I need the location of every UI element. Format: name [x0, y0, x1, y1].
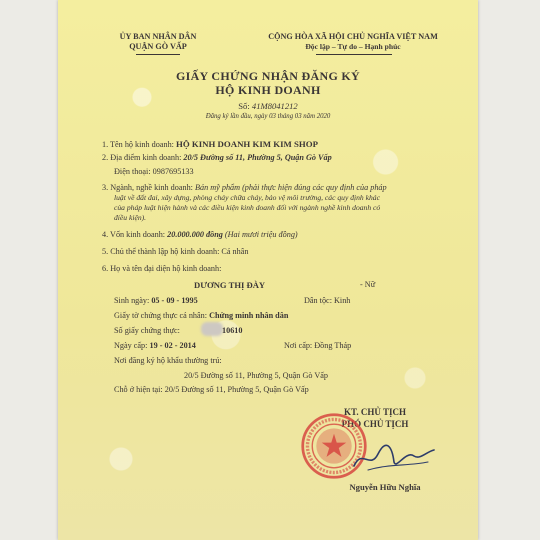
business-line-text-4: điều kiện). — [114, 213, 147, 222]
number-value: 41M8041212 — [251, 101, 298, 111]
business-name-label: 1. Tên hộ kinh doanh: — [102, 140, 174, 149]
header-underline-right — [316, 54, 392, 55]
issue-place-row — [284, 341, 351, 351]
dob-row — [114, 296, 198, 306]
current-residence-label: Chỗ ở hiện tại: — [114, 385, 163, 394]
phone-label: Điện thoại: — [114, 167, 151, 176]
representative-name: DƯƠNG THỊ ĐÀY — [194, 280, 266, 290]
authority-line1: ỦY BAN NHÂN DÂN — [119, 32, 197, 41]
current-residence-value: 20/5 Đường số 11, Phường 5, Quận Gò Vấp — [164, 385, 309, 394]
phone-value: 0987695133 — [152, 167, 194, 176]
business-name-row — [102, 139, 318, 150]
capital-label: 4. Vốn kinh doanh: — [102, 230, 166, 239]
authority-line2: QUẬN GÒ VẤP — [129, 42, 187, 51]
current-residence-row — [114, 385, 309, 395]
issue-place-label: Nơi cấp: — [284, 341, 313, 350]
phone-row — [114, 167, 194, 177]
founder-type-label: 5. Chủ thể thành lập hộ kinh doanh: — [102, 247, 220, 256]
issue-date-value: 19 - 02 - 2014 — [149, 341, 196, 350]
motto-line1: CỘNG HÒA XÃ HỘI CHỦ NGHĨA VIỆT NAM — [268, 32, 438, 41]
business-line-text-1: Bán mỹ phẩm (phải thực hiện đúng các quy định của pháp — [195, 183, 387, 192]
id-doc-label: Giấy tờ chứng thực cá nhân: — [114, 311, 208, 320]
redaction-blur — [201, 322, 223, 336]
founder-type-value: Cá nhân — [221, 247, 249, 256]
capital-row — [102, 230, 298, 240]
header-underline-left — [136, 54, 180, 55]
ethnic-row — [304, 296, 350, 306]
handwritten-signature-icon — [348, 440, 438, 476]
ethnic-value: Kinh — [334, 296, 351, 305]
capital-words: (Hai mươi triệu đồng) — [224, 230, 298, 239]
business-line-row — [102, 183, 387, 193]
title-line2: HỘ KINH DOANH — [215, 83, 321, 97]
issue-date-label: Ngày cấp: — [114, 341, 148, 350]
id-doc-value: Chứng minh nhân dân — [209, 311, 289, 320]
id-number-value: 10610 — [222, 326, 243, 335]
business-name-value: HỘ KINH DOANH KIM KIM SHOP — [175, 139, 318, 149]
address-value: 20/5 Đường số 11, Phường 5, Quận Gò Vấp — [183, 153, 332, 162]
representative-label: 6. Họ và tên đại diện hộ kinh doanh: — [102, 264, 222, 273]
registration-number — [98, 101, 438, 111]
address-label: 2. Địa điểm kinh doanh: — [102, 153, 182, 162]
business-line-text-3: của pháp luật hiện hành và các điều kiện kinh doanh đối với ngành nghề kinh doanh có — [114, 203, 381, 212]
signer-name: Nguyễn Hữu Nghĩa — [349, 482, 421, 492]
registration-date: Đăng ký lần đầu, ngày 03 tháng 03 năm 2020 — [205, 113, 331, 120]
dob-label: Sinh ngày: — [114, 296, 150, 305]
business-line-text-2: luật về đất đai, xây dựng, phòng cháy chữa cháy, bảo vệ môi trường, các quy định khác — [114, 193, 380, 202]
founder-type-row — [102, 247, 248, 257]
motto-line2: Độc lập – Tự do – Hạnh phúc — [305, 42, 401, 51]
business-line-label: 3. Ngành, nghề kinh doanh: — [102, 183, 193, 192]
number-label: Số: — [238, 101, 250, 111]
gender-row — [360, 280, 375, 290]
gender-dash: - — [360, 280, 363, 289]
issue-date-row — [114, 341, 196, 351]
id-number-label: Số giấy chứng thực: — [114, 326, 180, 335]
certificate-sheet — [58, 0, 478, 540]
issue-place-value: Đồng Tháp — [314, 341, 352, 350]
signer-title-2: PHÓ CHỦ TỊCH — [341, 419, 409, 429]
title-line1: GIẤY CHỨNG NHẬN ĐĂNG KÝ — [175, 69, 360, 83]
ethnic-label: Dân tộc: — [304, 296, 332, 305]
id-doc-row — [114, 311, 288, 321]
address-row — [102, 153, 332, 163]
capital-value: 20.000.000 đồng — [167, 230, 223, 239]
dob-value: 05 - 09 - 1995 — [151, 296, 198, 305]
gender-value: Nữ — [364, 280, 376, 289]
household-value: 20/5 Đường số 11, Phường 5, Quận Gò Vấp — [184, 371, 328, 380]
household-label: Nơi đăng ký hộ khẩu thường trú: — [114, 356, 222, 365]
signer-title-1: KT. CHỦ TỊCH — [344, 407, 406, 417]
